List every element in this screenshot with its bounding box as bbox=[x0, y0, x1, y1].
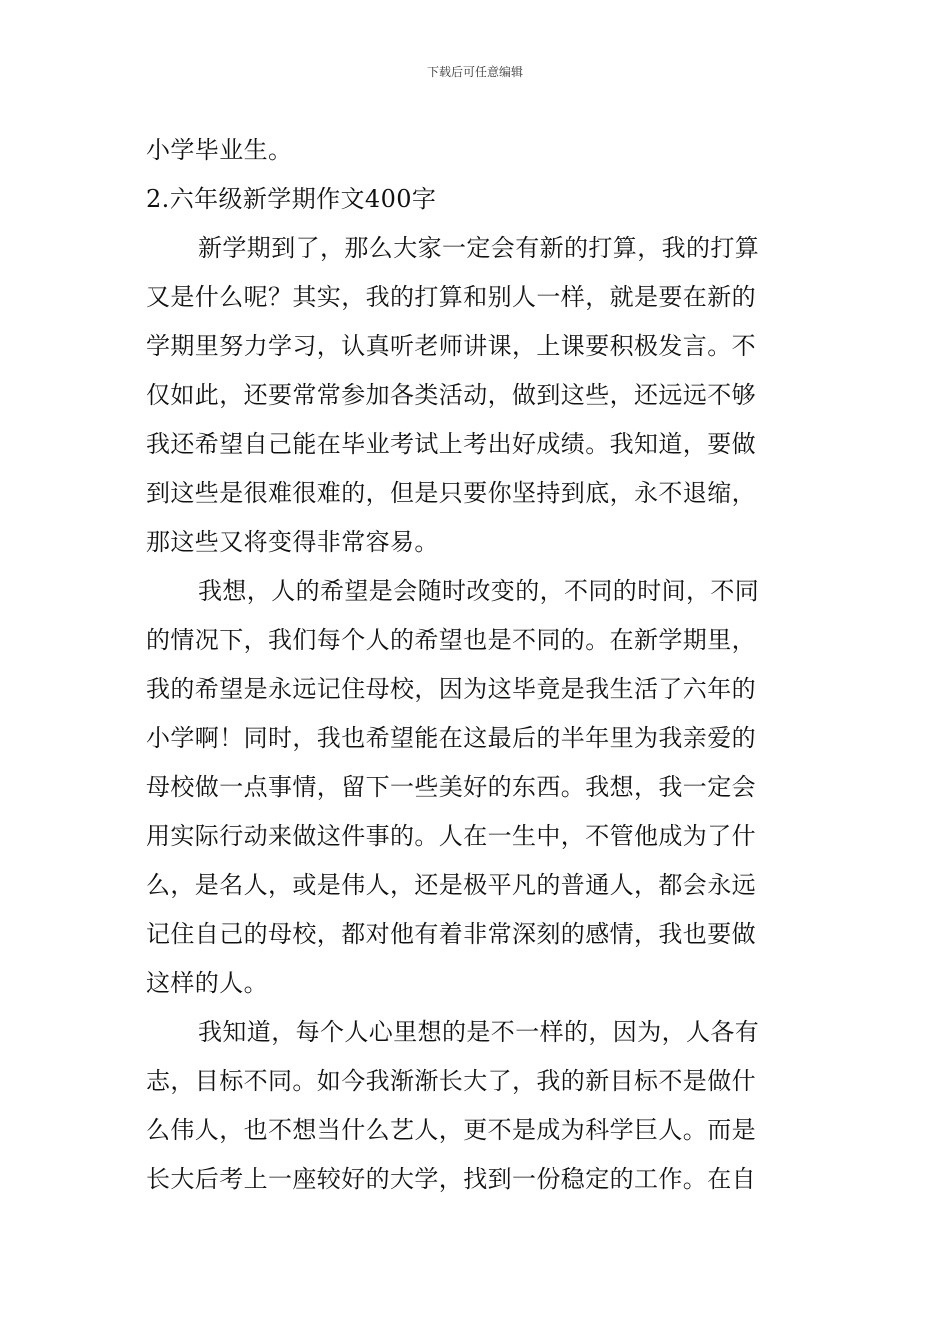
text-line: 的情况下，我们每个人的希望也是不同的。在新学期里， bbox=[146, 626, 756, 654]
text-line: 母校做一点事情，留下一些美好的东西。我想，我一定会 bbox=[146, 773, 756, 801]
text-line: 学期里努力学习，认真听老师讲课，上课要积极发言。不 bbox=[146, 332, 756, 360]
text-line: 仅如此，还要常常参加各类活动，做到这些，还远远不够 bbox=[146, 381, 756, 409]
section-heading: 2.六年级新学期作文400字 bbox=[146, 185, 437, 213]
text-line: 又是什么呢？其实，我的打算和别人一样，就是要在新的 bbox=[146, 283, 756, 311]
text-line: 那这些又将变得非常容易。 bbox=[146, 528, 439, 556]
text-line: 我想，人的希望是会随时改变的，不同的时间，不同 bbox=[198, 577, 760, 605]
text-line: 我知道，每个人心里想的是不一样的，因为，人各有 bbox=[198, 1018, 760, 1046]
document-body bbox=[146, 126, 806, 1204]
page-header: 下载后可任意编辑 bbox=[426, 65, 523, 79]
text-line: 小学啊！同时，我也希望能在这最后的半年里为我亲爱的 bbox=[146, 724, 756, 752]
text-line: 用实际行动来做这件事的。人在一生中，不管他成为了什 bbox=[146, 822, 756, 850]
text-line: 么，是名人，或是伟人，还是极平凡的普通人，都会永远 bbox=[146, 871, 756, 899]
text-line: 记住自己的母校，都对他有着非常深刻的感情，我也要做 bbox=[146, 920, 756, 948]
text-line: 么伟人，也不想当什么艺人，更不是成为科学巨人。而是 bbox=[146, 1116, 756, 1144]
text-line: 小学毕业生。 bbox=[146, 136, 293, 164]
text-line: 志，目标不同。如今我渐渐长大了，我的新目标不是做什 bbox=[146, 1067, 756, 1095]
text-line: 我的希望是永远记住母校，因为这毕竟是我生活了六年的 bbox=[146, 675, 756, 703]
text-line: 到这些是很难很难的，但是只要你坚持到底，永不退缩， bbox=[146, 479, 756, 507]
text-line: 我还希望自己能在毕业考试上考出好成绩。我知道，要做 bbox=[146, 430, 756, 458]
text-line: 新学期到了，那么大家一定会有新的打算，我的打算 bbox=[198, 234, 760, 262]
text-line: 这样的人。 bbox=[146, 969, 268, 997]
text-line: 长大后考上一座较好的大学，找到一份稳定的工作。在自 bbox=[146, 1165, 756, 1193]
